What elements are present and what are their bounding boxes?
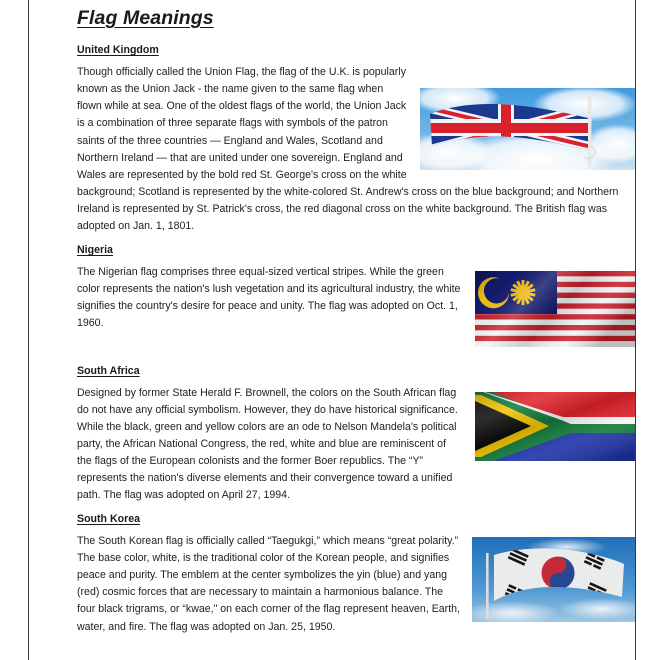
united-kingdom-flag-photo	[420, 88, 635, 170]
south-korea-flag-photo	[472, 537, 635, 622]
document-page	[29, 0, 635, 660]
section-south-korea	[77, 513, 635, 635]
section-nigeria	[77, 244, 635, 356]
section-body-south-africa	[77, 385, 635, 505]
section-body-united-kingdom	[77, 64, 635, 235]
malaysia-flag	[475, 271, 635, 347]
flag-figure-nigeria	[475, 268, 635, 352]
south-africa-flag-photo	[475, 387, 635, 471]
malaysia-flag-photo	[475, 268, 635, 352]
section-heading-nigeria: Nigeria	[77, 244, 113, 257]
section-united-kingdom	[77, 44, 635, 235]
section-text-nigeria: The Nigerian flag comprises three equal-sized vertical stripes. While the green color represents the nation's lush vegetation and its agricultural industry, the white signifies the country's desire for peace and unity. The flag was adopted on Oct. 1, 1960.	[77, 265, 461, 330]
section-body-south-korea	[77, 533, 635, 636]
section-text-united-kingdom: Though officially called the Union Flag, the flag of the U.K. is popularly known as the Union Jack - the name given to the same flag when flown while at sea. One of the oldest flags of the world, the Union Jack is a combination of three separate flags with symbols of the patron saints of the three countries — England and Wales, Scotland and Northern Ireland — that are united under one sovereign. England and Wales are represented by the bold red St. George's cross on the white background; Scotland is represented by the white-colored St. Andrew's cross on the blue background; and Northern Ireland is represented by St. Patrick's cross, the red diagonal cross on the white background. The British flag was adopted on Jan. 1, 1801.	[77, 66, 619, 232]
section-heading-south-africa: South Africa	[77, 364, 140, 377]
section-heading-united-kingdom: United Kingdom	[77, 44, 159, 57]
section-south-africa	[77, 365, 635, 504]
section-body-nigeria	[77, 264, 635, 332]
flag-figure-united-kingdom	[420, 88, 635, 170]
flag-figure-south-africa	[475, 387, 635, 471]
section-text-south-korea: The South Korean flag is officially called “Taegukgi,” which means “great polarity.” The base color, white, is the traditional color of the Korean people, and signifies peace and purity. The emblem at the center symbolizes the yin (blue) and yang (red) cosmic forces that are necessary to maintain a harmonious balance. The four black trigrams, or “kwae," on each corner of the flag represent heaven, Earth, water, and fire. The flag was adopted on Jan. 25, 1950.	[77, 535, 460, 633]
page-border-right	[635, 0, 636, 660]
south-africa-flag	[475, 392, 635, 461]
page-title: Flag Meanings	[77, 7, 214, 29]
section-heading-south-korea: South Korea	[77, 513, 140, 526]
section-text-south-africa: Designed by former State Herald F. Brownell, the colors on the South African flag do not have any official symbolism. However, they do have historical significance. While the black, green and yellow colors are an ode to Nelson Mandela's political party, the African National Congress, the red, white and blue are reminiscent of the flags of the European colonists and the former Boer republics. The “Y” represents the nation's diverse elements and their convergence toward a unified path. The flag was adopted on April 27, 1994.	[77, 386, 458, 502]
flag-figure-south-korea	[472, 537, 635, 622]
